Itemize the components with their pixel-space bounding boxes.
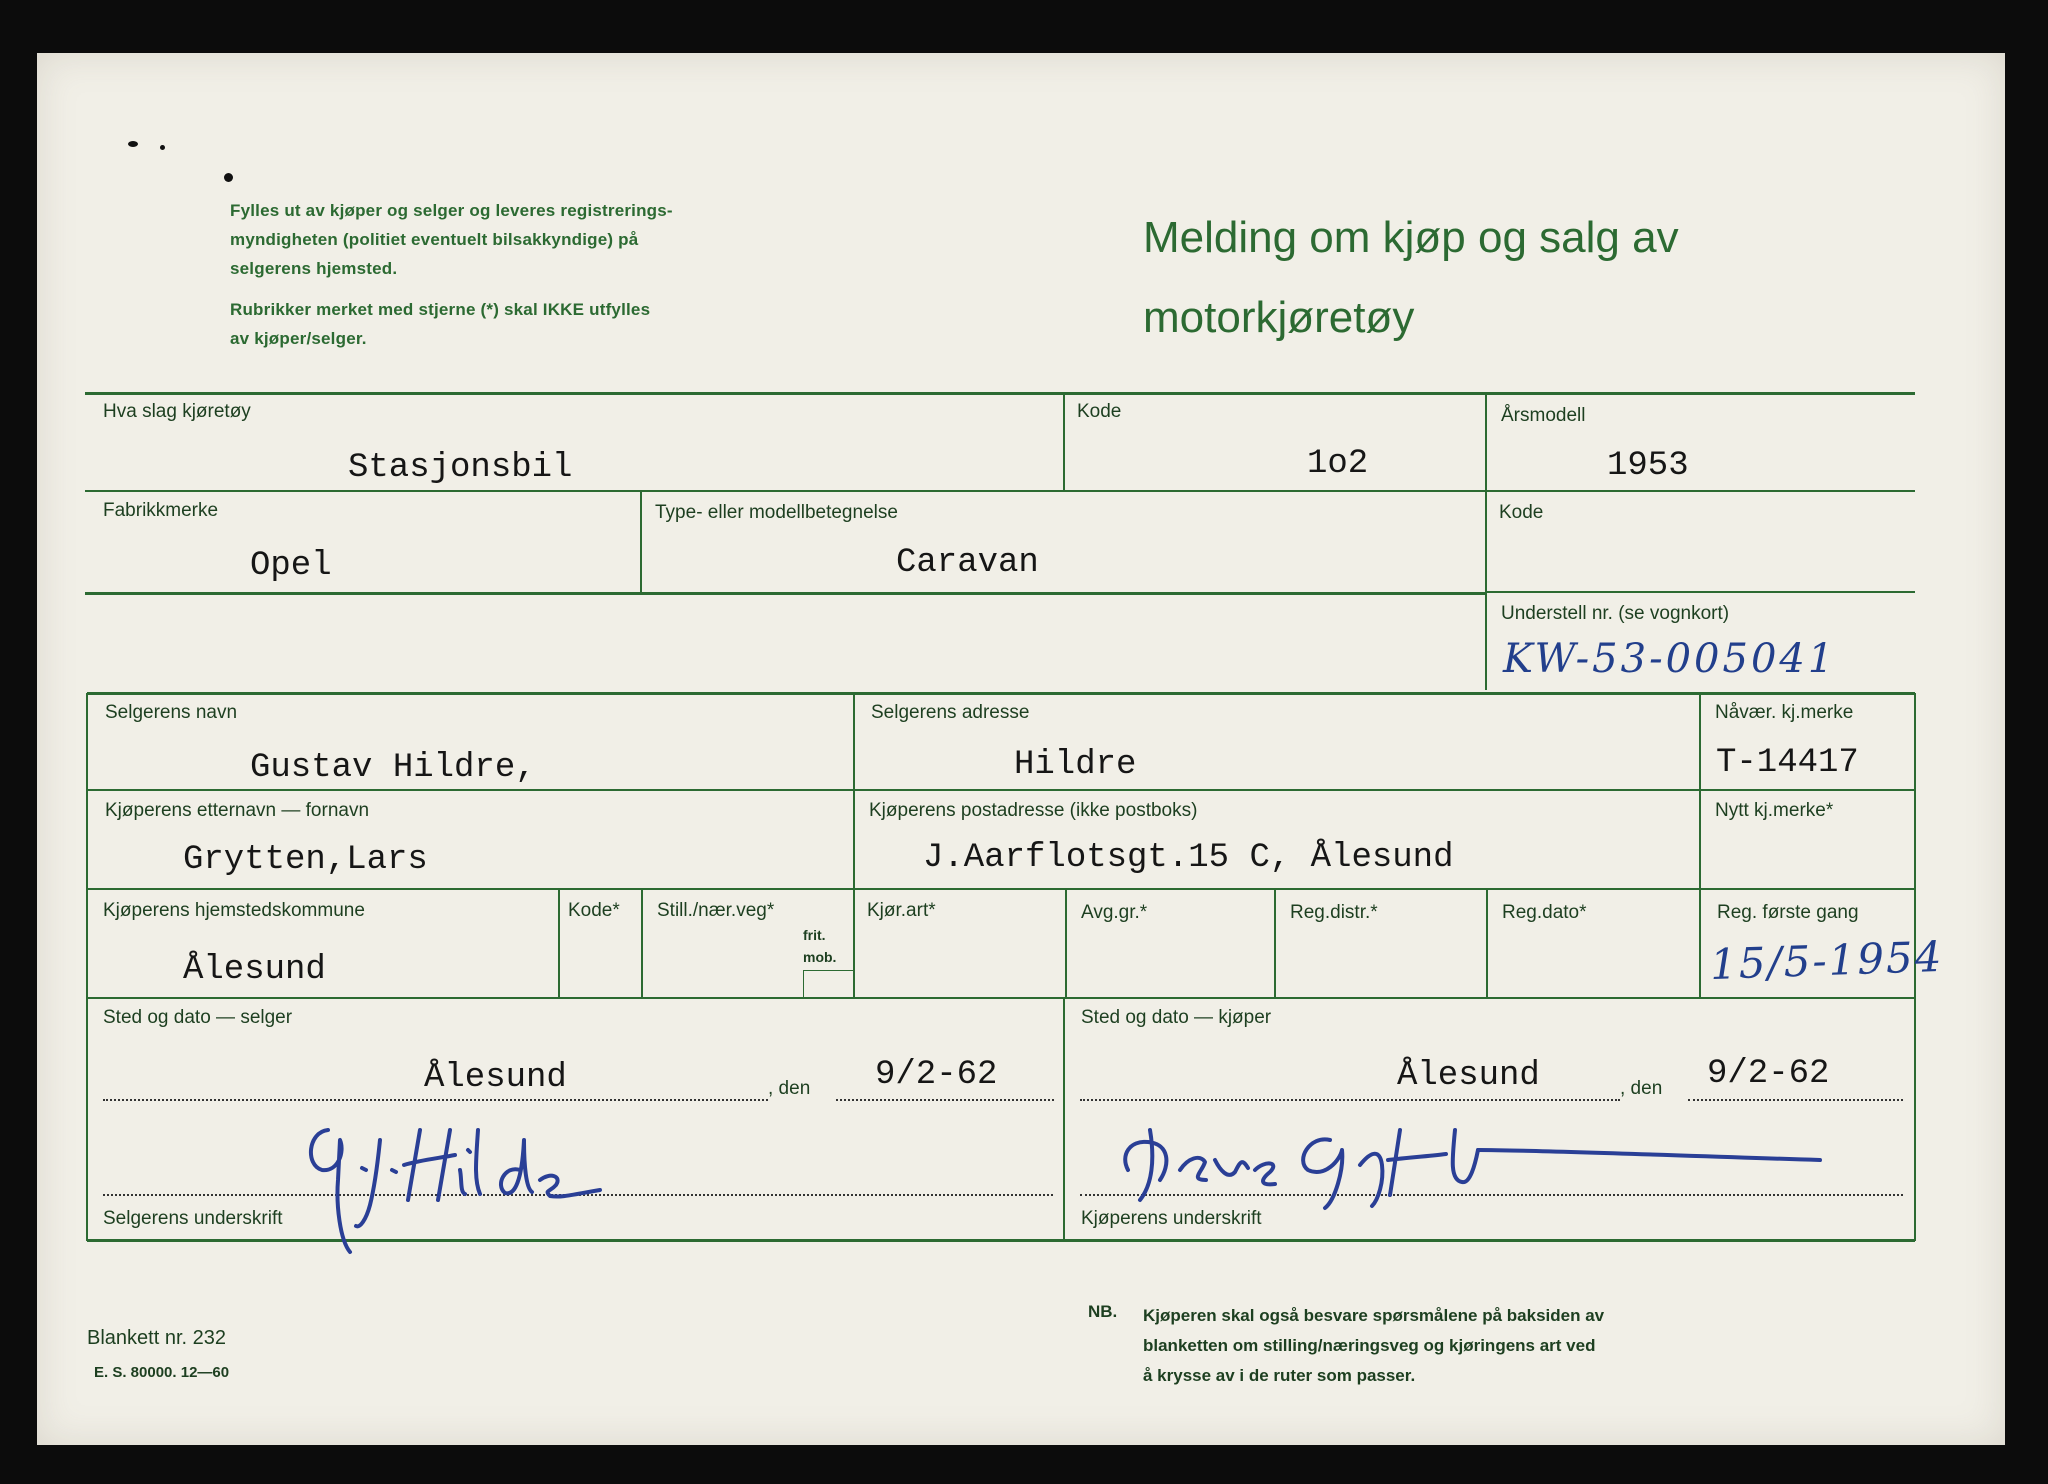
form-number: Blankett nr. 232 <box>87 1327 226 1349</box>
dotted-line <box>1688 1099 1903 1101</box>
rule <box>1274 889 1276 998</box>
label-fee-group: Avg.gr.* <box>1081 902 1148 923</box>
rule <box>1486 889 1488 998</box>
buyer-signature <box>1110 1110 1830 1220</box>
dotted-line <box>103 1099 768 1101</box>
value-first-reg: 15/5-1954 <box>1709 931 1945 990</box>
label-buyer-municipality: Kjøperens hjemstedskommune <box>103 900 365 921</box>
nb-label: NB. <box>1088 1302 1118 1321</box>
title-line: motorkjøretøy <box>1143 293 1415 342</box>
value-buyer-date: 9/2-62 <box>1707 1055 1830 1093</box>
nb-note <box>1143 1301 1783 1391</box>
label-occupation: Still./nær.veg* <box>657 900 775 921</box>
value-vehicle-type: Stasjonsbil <box>348 449 573 487</box>
label-frit: frit. <box>803 927 826 943</box>
punch-mark <box>160 145 165 150</box>
label-model-year: Årsmodell <box>1501 405 1586 426</box>
value-seller-date: 9/2-62 <box>875 1056 998 1094</box>
title-line: Melding om kjøp og salg av <box>1143 213 1679 262</box>
label-code-2: Kode <box>1499 502 1544 523</box>
rule <box>1063 393 1065 491</box>
label-kode-star: Kode* <box>568 900 620 921</box>
rule <box>87 692 1915 695</box>
rule <box>85 490 1915 492</box>
value-chassis: KW-53-005041 <box>1503 636 1837 682</box>
label-buyer-address: Kjøperens postadresse (ikke postboks) <box>869 800 1198 821</box>
value-seller-name: Gustav Hildre, <box>250 749 536 787</box>
value-buyer-name: Grytten,Lars <box>183 841 428 879</box>
rule <box>803 970 804 998</box>
value-model-name: Caravan <box>896 544 1039 582</box>
seller-signature <box>300 1110 630 1260</box>
label-place-date-seller: Sted og dato — selger <box>103 1007 293 1028</box>
instruction-line: av kjøper/selger. <box>230 329 367 348</box>
punch-mark <box>224 173 233 182</box>
label-place-date-buyer: Sted og dato — kjøper <box>1081 1007 1272 1028</box>
rule <box>803 970 853 971</box>
rule <box>85 392 1915 395</box>
value-model-year: 1953 <box>1607 447 1689 485</box>
value-buyer-place: Ålesund <box>1397 1057 1540 1095</box>
instruction-line: selgerens hjemsted. <box>230 259 398 278</box>
label-seller-name: Selgerens navn <box>105 702 238 723</box>
label-code: Kode <box>1077 401 1122 422</box>
label-reg-district: Reg.distr.* <box>1290 902 1378 923</box>
value-make: Opel <box>250 547 332 585</box>
label-current-plate: Nåvær. kj.merke <box>1715 702 1854 723</box>
rule <box>87 888 1915 890</box>
rule <box>1063 998 1065 1240</box>
rule <box>87 997 1915 999</box>
rule <box>87 789 1915 791</box>
value-seller-address: Hildre <box>1014 746 1137 784</box>
label-new-plate: Nytt kj.merke* <box>1715 800 1834 821</box>
rule <box>558 889 560 998</box>
label-seller-signature: Selgerens underskrift <box>103 1208 283 1229</box>
label-reg-date: Reg.dato* <box>1502 902 1587 923</box>
nb-line: Kjøperen skal også besvare spørsmålene på baksiden av <box>1143 1306 1605 1325</box>
value-buyer-municipality: Ålesund <box>183 951 326 989</box>
rule <box>86 693 88 1241</box>
label-buyer-signature: Kjøperens underskrift <box>1081 1208 1262 1229</box>
instruction-line: Fylles ut av kjøper og selger og leveres registrerings- <box>230 201 673 220</box>
dotted-line <box>1080 1099 1620 1101</box>
label-make: Fabrikkmerke <box>103 500 219 521</box>
nb-line: å krysse av i de ruter som passer. <box>1143 1366 1416 1385</box>
label-chassis: Understell nr. (se vognkort) <box>1501 603 1730 624</box>
rule <box>1065 889 1067 998</box>
page-title <box>1143 198 1679 358</box>
rule <box>641 889 643 998</box>
rule <box>1699 693 1701 998</box>
instruction-line: myndigheten (politiet eventuelt bilsakkyndige) på <box>230 230 639 249</box>
label-first-reg: Reg. første gang <box>1717 902 1859 923</box>
value-seller-place: Ålesund <box>424 1059 567 1097</box>
rule <box>853 889 855 998</box>
label-vehicle-type: Hva slag kjøretøy <box>103 401 251 422</box>
value-buyer-address: J.Aarflotsgt.15 C, Ålesund <box>923 839 1454 877</box>
label-mob: mob. <box>803 949 837 965</box>
dotted-line <box>836 1099 1054 1101</box>
nb-line: blanketten om stilling/næringsveg og kjøringens art ved <box>1143 1336 1596 1355</box>
value-code: 1o2 <box>1307 445 1369 483</box>
print-code: E. S. 80000. 12—60 <box>94 1364 230 1381</box>
rule <box>85 592 1485 595</box>
punch-mark <box>128 141 138 147</box>
label-den: , den <box>768 1078 811 1099</box>
label-den: , den <box>1620 1078 1663 1099</box>
label-use-type: Kjør.art* <box>867 900 936 921</box>
rule <box>853 693 855 889</box>
label-model-name: Type- eller modellbetegnelse <box>655 502 898 523</box>
value-current-plate: T-14417 <box>1716 744 1859 782</box>
rule <box>1485 393 1487 690</box>
label-buyer-name: Kjøperens etternavn — fornavn <box>105 800 370 821</box>
rule <box>1487 591 1915 593</box>
instruction-line: Rubrikker merket med stjerne (*) skal IKKE utfylles <box>230 300 651 319</box>
rule <box>640 491 642 592</box>
label-seller-address: Selgerens adresse <box>871 702 1030 723</box>
